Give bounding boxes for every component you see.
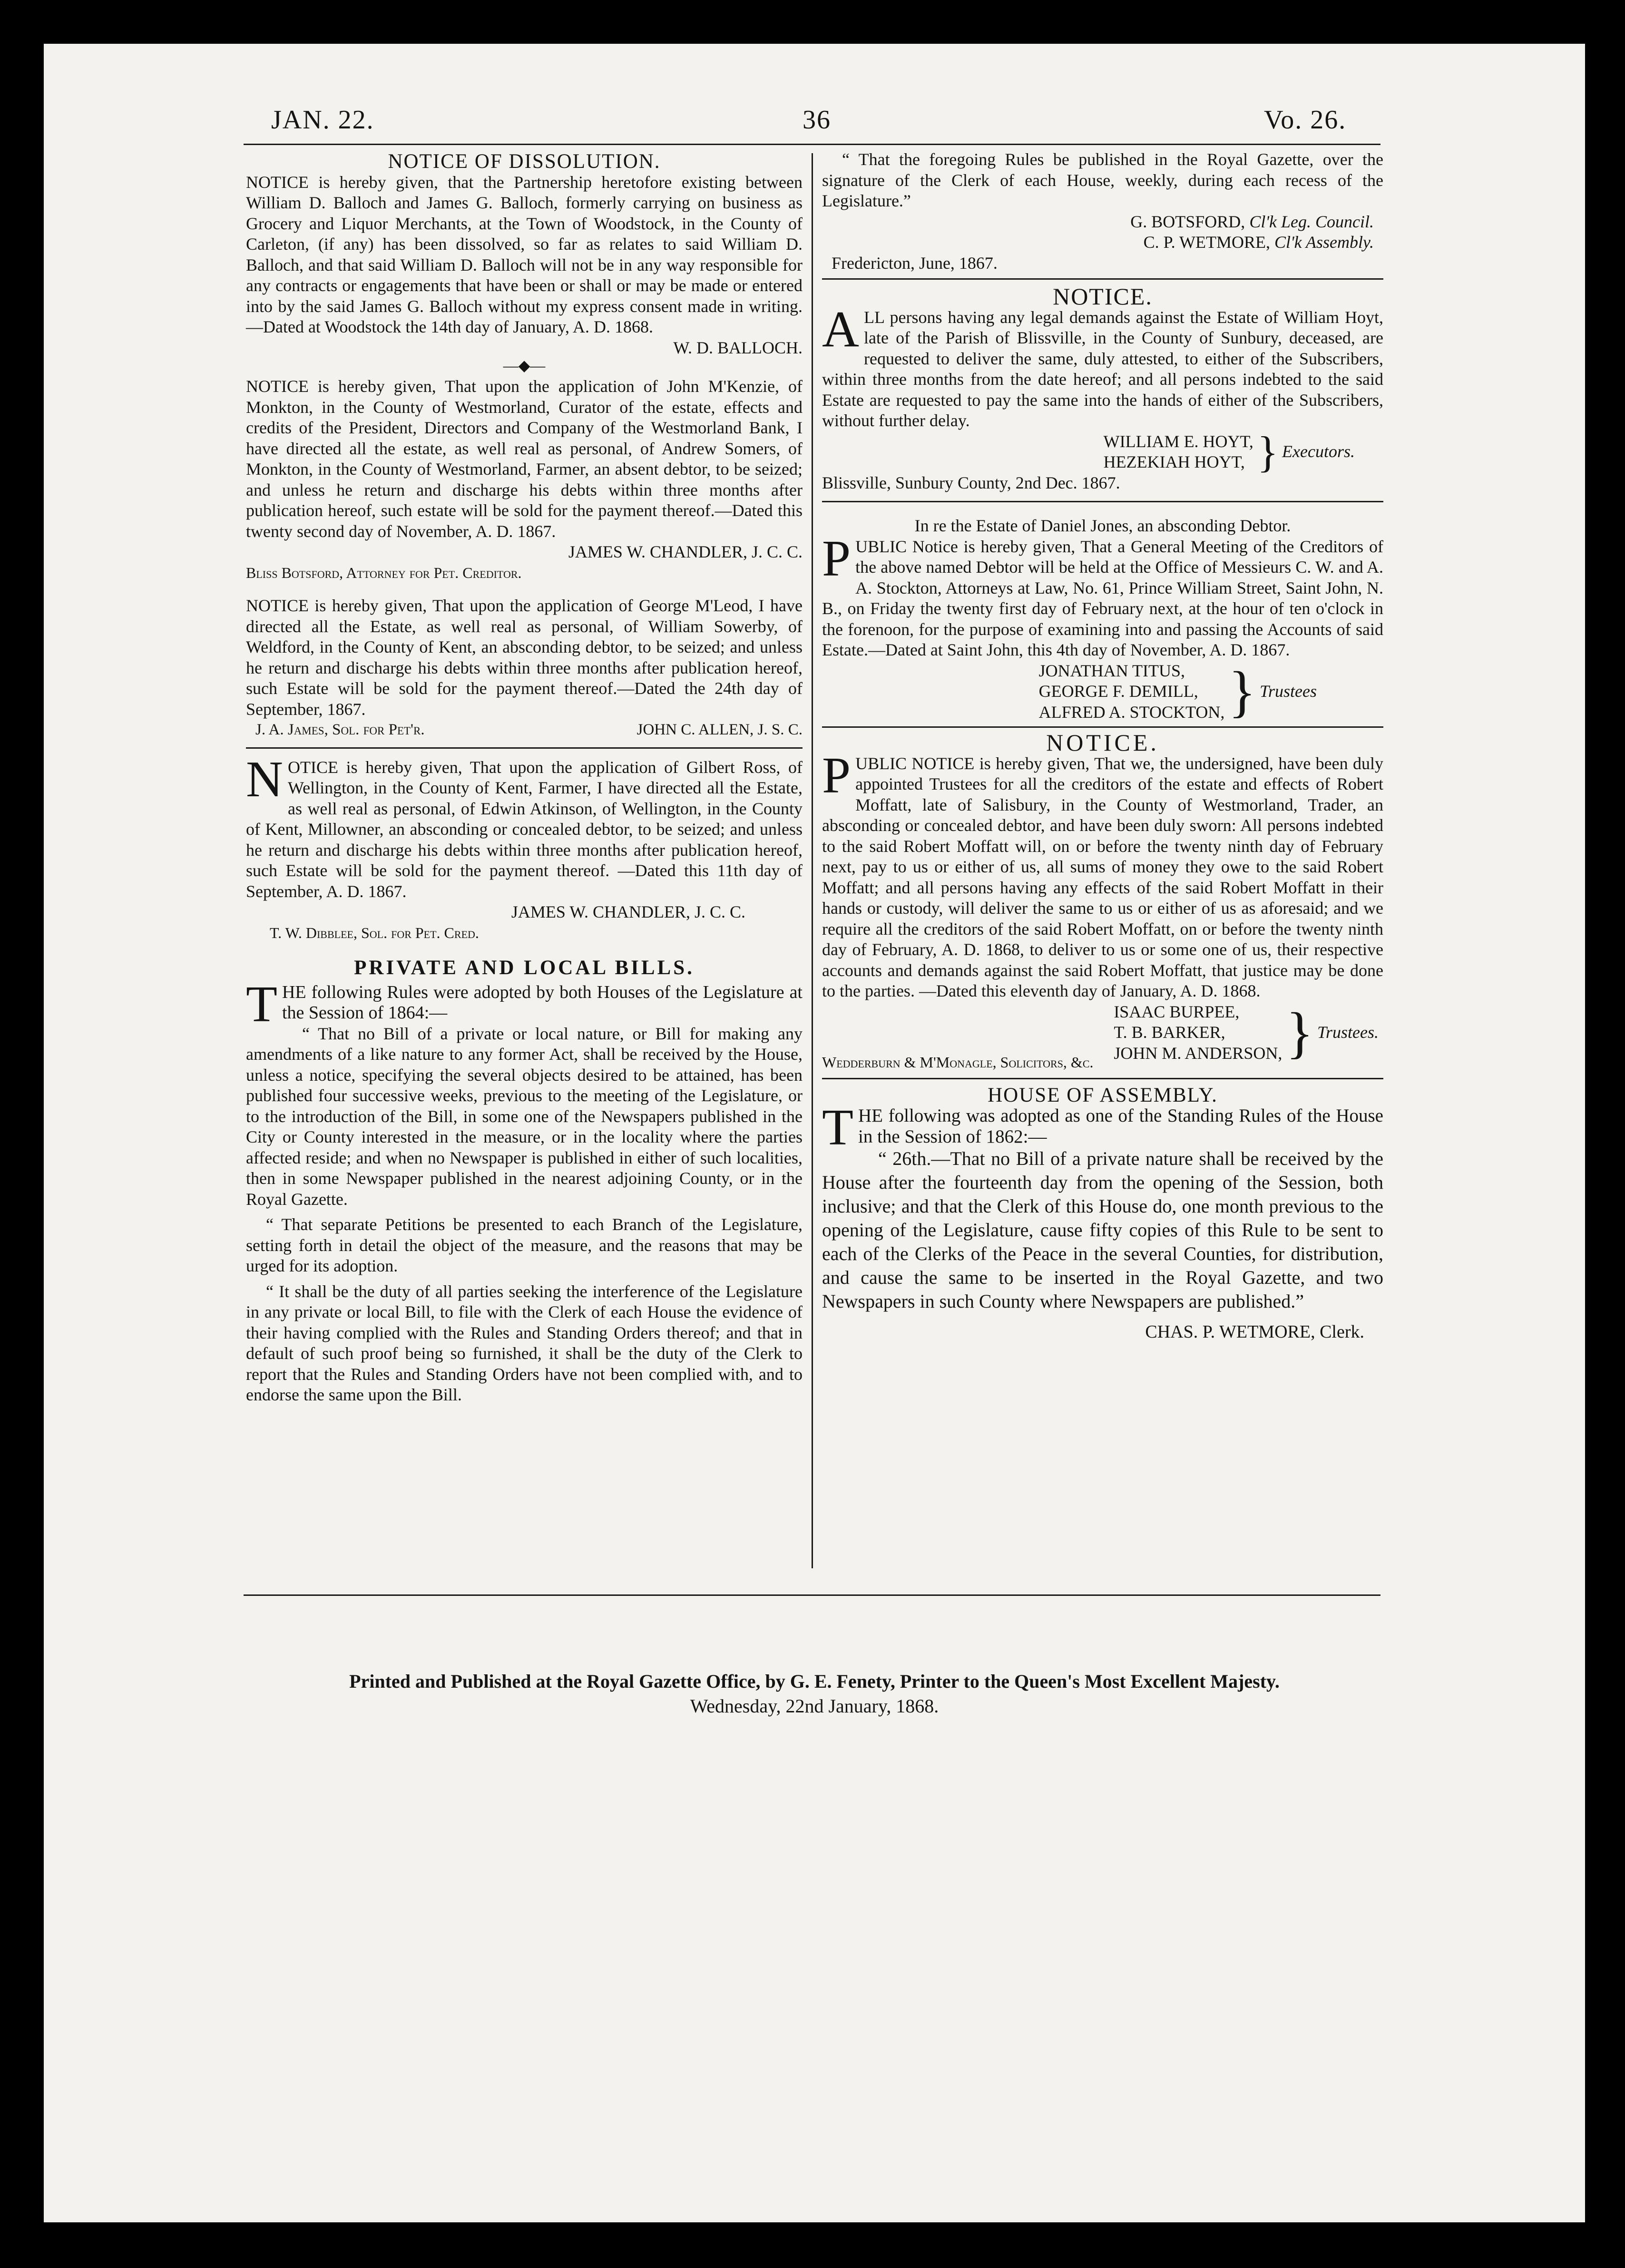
bills-intro-text: HE following Rules were adopted by both Houses of the Legislature at the Session of 1864:— — [282, 982, 803, 1023]
ross-notice-body: OTICE is hereby given, That upon the application of Gilbert Ross, of Wellington, in the County of Kent, Farmer, I have directed all the Estate, as well real as personal, of Edwin Atkinson, of Wellington, in the County of Kent, Millowner, an absconding or concealed debtor, to be seized; and unless he return and discharge his debts within three months after publication hereof, such Estate will be sold for the payment thereof. —Dated this 11th day of September, A. D. 1867. — [246, 757, 803, 901]
moffatt-notice — [822, 747, 1383, 1002]
trustees-label: Trustees. — [1317, 1023, 1379, 1042]
section-rule — [822, 501, 1383, 502]
hoyt-notice — [822, 301, 1383, 431]
footer-imprint: Printed and Published at the Royal Gazette Office, by G. E. Fenety, Printer to the Queen's Most Excellent Majesty. — [349, 1671, 1280, 1692]
bills-rule-1: “ That no Bill of a private or local nature, or Bill for making any amendments of a like nature to any former Act, shall be received by the House, unless a notice, specifying the several objects desired to be attained, has been published four successive weeks, previous to the meeting of the Legislature, or to the introduction of the Bill, in some one of the Newspapers published in the City or County interested in the measure, or in the locality where the parties affected reside; and when no Newspaper is published in either of such localities, then in some Newspaper published in the nearest adjoining County, or in the Royal Gazette. — [246, 1024, 803, 1209]
assembly-title: HOUSE OF ASSEMBLY. — [988, 1084, 1218, 1106]
dissolution-body: NOTICE is hereby given, that the Partnership heretofore existing between William D. Balloch and James G. Balloch, formerly carrying on business as Grocery and Liquor Merchants, at the Town of Woodstock, in the County of Carleton, (if any) has been dissolved, so far as relates to said William D. Balloch, and that said William D. Balloch will not be in any way responsible for any contracts or engagements that have been or shall or may be made or entered into by the said James G. Balloch without my express consent made in writing.—Dated at Woodstock the 14th day of January, A. D. 1868. — [246, 172, 803, 336]
section-rule — [822, 1078, 1383, 1079]
jones-heading: In re the Estate of Daniel Jones, an absconding Debtor. — [914, 516, 1291, 535]
section-rule — [822, 278, 1383, 280]
dissolution-title: NOTICE OF DISSOLUTION. — [388, 150, 661, 173]
executor-name: HEZEKIAH HOYT, — [1103, 452, 1245, 471]
column-divider — [812, 153, 813, 1568]
mkenzie-notice-body: NOTICE is hereby given, That upon the application of John M'Kenzie, of Monkton, in the County of Westmorland, Curator of the estate, effects and credits of the President, Directors and Company of the Westmorland Bank, I have directed all the estate, as well real as personal, of Andrew Somers, of Monkton, in the County of Westmorland, Farmer, an absent debtor, to be seized; and unless he return and discharge his debts within three months after publication hereof, such estate will be sold for the payment thereof.—Dated this twenty second day of November, A. D. 1867. — [246, 377, 803, 541]
drop-cap: T — [246, 976, 277, 1033]
newspaper-page — [44, 44, 1585, 2222]
brace: } — [1228, 659, 1256, 723]
gazette-dateline: Fredericton, June, 1867. — [832, 253, 998, 273]
mleod-solicitor: J. A. James, Sol. for Pet'r. — [255, 721, 425, 738]
ross-signature: JAMES W. CHANDLER, J. C. C. — [511, 902, 745, 921]
right-column — [822, 149, 1383, 1343]
brace: } — [1286, 1000, 1313, 1064]
drop-cap: T — [822, 1099, 853, 1156]
drop-cap: P — [822, 747, 851, 804]
ornament-divider: —◆— — [503, 357, 546, 374]
executor-name: WILLIAM E. HOYT, — [1103, 431, 1253, 451]
section-rule — [246, 747, 803, 749]
drop-cap: N — [246, 751, 283, 808]
wetmore-signature: C. P. WETMORE, Cl'k Assembly. — [1143, 233, 1374, 252]
section-rule — [822, 726, 1383, 728]
header-date: JAN. 22. — [271, 105, 374, 135]
assembly-intro — [822, 1099, 1383, 1156]
hoyt-dateline: Blissville, Sunbury County, 2nd Dec. 1867. — [822, 473, 1120, 492]
executors-label: Executors. — [1282, 442, 1355, 461]
bills-rule-3: “ It shall be the duty of all parties seeking the interference of the Legislature in any private or local Bill, to file with the Clerk of each House the evidence of their having complied with the Rules and Standing Orders thereof; and that in default of such proof being so furnished, it shall be the duty of the Clerk to report that the Rules and Standing Orders have not been complied with, and to endorse the same upon the Bill. — [246, 1281, 803, 1404]
ross-notice — [246, 751, 803, 902]
bills-intro — [246, 976, 803, 1033]
assembly-intro-text: HE following was adopted as one of the Standing Rules of the House in the Session of 1862:— — [858, 1105, 1383, 1147]
ross-solicitor: T. W. Dibblee, Sol. for Pet. Cred. — [270, 924, 479, 941]
moffatt-notice-body: UBLIC NOTICE is hereby given, That we, the undersigned, have been duly appointed Trustees for all the creditors of the estate and effects of Robert Moffatt, late of Salisbury, in the County of Westmorland, Trader, an absconding or concealed debtor, and have been duly sworn: All persons indebted to the said Robert Moffatt will, on or before the twenty ninth day of February next, pay to us or either of us, all sums of money they owe to the said Robert Moffatt; and all persons having any effects of the said Robert Moffatt in their hands or custody, will deliver the same to us or either of us as aforesaid; and we require all the creditors of the said Robert Moffatt, on or before the twenty ninth day of February, A. D. 1868, to deliver to us or some one of us, their respective accounts and demands against the said Robert Moffatt, that justice may be done to the parties. —Dated this eleventh day of January, A. D. 1868. — [822, 753, 1383, 1000]
mleod-signature: JOHN C. ALLEN, J. S. C. — [636, 721, 803, 738]
hoyt-notice-title: NOTICE. — [1053, 283, 1153, 310]
jones-notice-body: UBLIC Notice is hereby given, That a General Meeting of the Creditors of the above named Debtor will be held at the Office of Messieurs C. W. and A. A. Stockton, Attorneys at Law, No. 61, Prince William Street, Saint John, N. B., on Friday the twenty first day of February next, at the hour of ten o'clock in the forenoon, for the purpose of examining into and passing the Accounts of said Estate.—Dated at Saint John, this 4th day of November, A. D. 1867. — [822, 537, 1383, 659]
jones-trustees — [822, 661, 1317, 723]
footer-rule — [244, 1594, 1380, 1596]
assembly-rule: “ 26th.—That no Bill of a private nature shall be received by the House after the fourteenth day from the opening of the Session, both inclusive; and that the Clerk of this House do, one month previous to the opening of the Legislature, cause fifty copies of this Rule to be sent to each of the Clerks of the Peace in the several Counties, for distribution, and cause the same to be inserted in the Royal Gazette, and two Newspapers in such County where Newspapers are published.” — [822, 1148, 1383, 1312]
drop-cap: A — [822, 301, 859, 358]
trustee-name: JOHN M. ANDERSON, — [1114, 1043, 1282, 1063]
header-rule — [244, 144, 1380, 145]
moffatt-solicitors: Wedderburn & M'Monagle, Solicitors, &c. — [822, 1054, 1094, 1071]
footer-date: Wednesday, 22nd January, 1868. — [690, 1695, 939, 1717]
bills-title: PRIVATE AND LOCAL BILLS. — [354, 957, 695, 979]
trustee-name: ALFRED A. STOCKTON, — [1038, 702, 1225, 722]
trustee-name: JONATHAN TITUS, — [1038, 661, 1185, 680]
header-volume: Vo. 26. — [1264, 105, 1347, 135]
trustee-name: T. B. BARKER, — [1114, 1023, 1225, 1042]
dissolution-signature: W. D. BALLOCH. — [673, 338, 803, 357]
mleod-signature-line — [255, 720, 803, 741]
trustee-name: GEORGE F. DEMILL, — [1038, 682, 1198, 701]
mleod-notice-body: NOTICE is hereby given, That upon the application of George M'Leod, I have directed all the Estate, as well real as personal, of William Sowerby, of Weldford, in the County of Kent, an absconding debtor, to be seized; and unless he return and discharge his debts within three months after publication hereof, such Estate will be sold for the payment thereof.—Dated the 24th day of September, 1867. — [246, 596, 803, 719]
bills-rule-2: “ That separate Petitions be presented to each Branch of the Legislature, setting forth in detail the object of the measure, and the reasons that may be urged for its adoption. — [246, 1215, 803, 1275]
brace: } — [1257, 428, 1279, 476]
left-column — [246, 151, 803, 1406]
trustee-name: ISAAC BURPEE, — [1114, 1002, 1240, 1021]
header-page-number: 36 — [803, 105, 831, 135]
assembly-signature: CHAS. P. WETMORE, Clerk. — [1145, 1322, 1364, 1342]
gazette-rule-text: “ That the foregoing Rules be published in the Royal Gazette, over the signature of the Clerk of each House, weekly, during each recess of the Legislature.” — [822, 150, 1383, 210]
trustees-label: Trustees — [1259, 682, 1317, 701]
hoyt-executors — [822, 428, 1355, 476]
drop-cap: P — [822, 530, 851, 587]
botsford-signature: G. BOTSFORD, Cl'k Leg. Council. — [1130, 212, 1374, 231]
moffatt-notice-title: NOTICE. — [1046, 729, 1159, 756]
jones-notice — [822, 530, 1383, 661]
mkenzie-signature: JAMES W. CHANDLER, J. C. C. — [568, 542, 803, 561]
mkenzie-attorney: Bliss Botsford, Attorney for Pet. Creditor. — [246, 564, 522, 581]
hoyt-notice-body: LL persons having any legal demands against the Estate of William Hoyt, late of the Parish of Blissville, in the County of Sunbury, deceased, are requested to deliver the same, duly attested, to either of the Subscribers, within three months from the date hereof; and all persons indebted to the said Estate are requested to pay the same into the hands of either of the Subscribers, without further delay. — [822, 307, 1383, 430]
